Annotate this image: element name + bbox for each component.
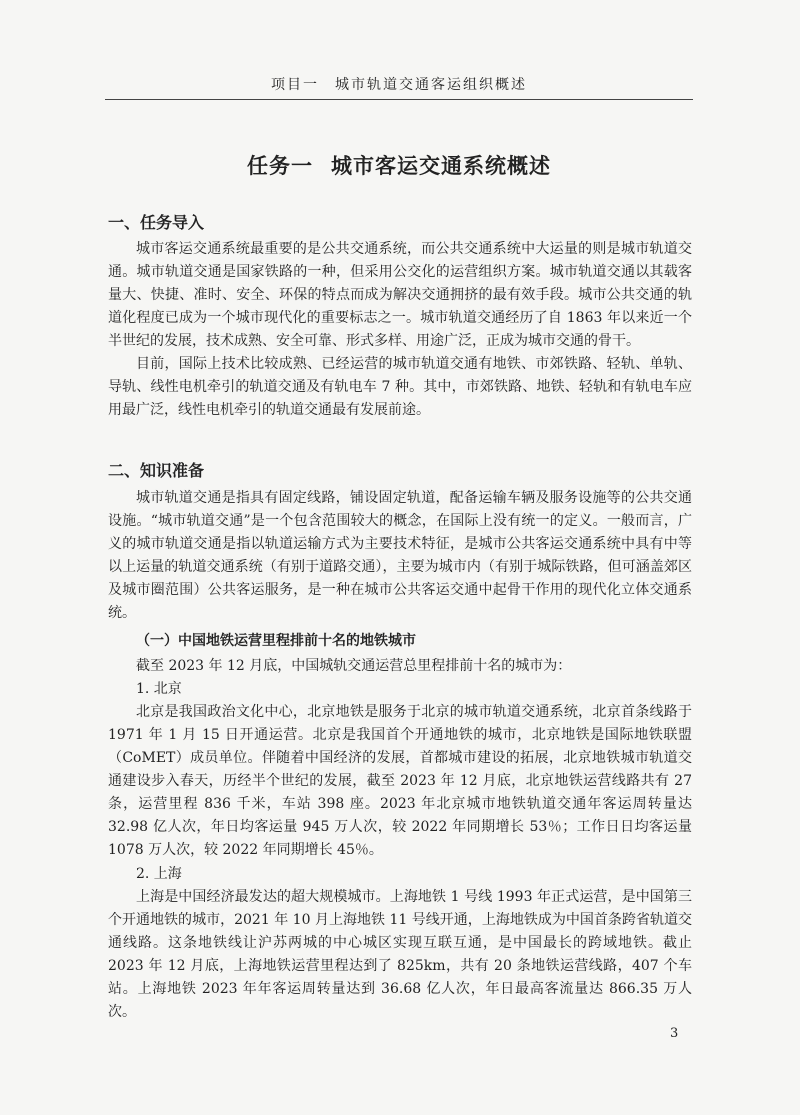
header-rule [105, 99, 693, 100]
section-task-intro-body [108, 238, 692, 422]
intro-line: 截至 2023 年 12 月底，中国城轨交通运营总里程排前十名的城市为： [136, 658, 572, 674]
paragraph: 上海是中国经济最发达的超大规模城市。上海地铁 1 号线 1993 年正式运营，是中国第三个开通地铁的城市，2021 年 10 月上海地铁 11 号线开通，上海地铁成为中国首条跨省轨道交通线路。这条地铁线让沪苏两城的中心城区实现互联互通，是中国最长的跨域地铁。截止 2023 年 12 月底，上海地铁运营里程达到了 825km，共有 20 条地铁运营线路，407 个车站。上海地铁 2023 年年客运周转量达到 36.68 亿人次，年日最高客流量达 866.35 万人次。 [108, 889, 692, 1020]
paragraph: 城市客运交通系统最重要的是公共交通系统，而公共交通系统中大运量的则是城市轨道交通。城市轨道交通是国家铁路的一种，但采用公交化的运营组织方案。城市轨道交通以其载客量大、快捷、准时、安全、环保的特点而成为解决交通拥挤的最有效手段。城市公共交通的轨道化程度已成为一个城市现代化的重要标志之一。城市轨道交通经历了自 1863 年以来近一个半世纪的发展，技术成熟、安全可靠、形式多样、用途广泛，正成为城市交通的骨干。 [108, 241, 692, 349]
shanghai-heading: 2. 上海 [136, 866, 182, 882]
page-number: 3 [670, 1026, 679, 1041]
beijing-body [108, 701, 692, 862]
beijing-heading: 1. 北京 [136, 681, 182, 697]
shanghai-body [108, 886, 692, 1024]
section-knowledge-body [108, 487, 692, 625]
section-heading-task-intro: 一、任务导入 [108, 213, 205, 232]
subsection-heading-top-ten: （一）中国地铁运营里程排前十名的地铁城市 [136, 633, 416, 649]
task-label: 任务一 [247, 154, 313, 178]
running-header: 项目一 城市轨道交通客运组织概述 [271, 77, 527, 93]
page-title [105, 150, 693, 180]
section-heading-knowledge: 二、知识准备 [108, 461, 205, 480]
paragraph: 目前，国际上技术比较成熟、已经运营的城市轨道交通有地铁、市郊铁路、轻轨、单轨、导轨、线性电机牵引的轨道交通及有轨电车 7 种。其中，市郊铁路、地铁、轻轨和有轨电车应用最广泛，线性电机牵引的轨道交通最有发展前途。 [108, 356, 692, 418]
task-title: 城市客运交通系统概述 [331, 154, 551, 178]
paragraph: 城市轨道交通是指具有固定线路，铺设固定轨道，配备运输车辆及服务设施等的公共交通设施。“城市轨道交通”是一个包含范围较大的概念，在国际上没有统一的定义。一般而言，广义的城市轨道交通是指以轨道运输方式为主要技术特征，是城市公共客运交通系统中具有中等以上运量的轨道交通系统（有别于道路交通），主要为城市内（有别于城际铁路，但可涵盖郊区及城市圈范围）公共客运服务，是一种在城市公共客运交通中起骨干作用的现代化立体交通系统。 [108, 490, 692, 621]
paragraph: 北京是我国政治文化中心，北京地铁是服务于北京的城市轨道交通系统，北京首条线路于 1971 年 1 月 15 日开通运营。北京是我国首个开通地铁的城市，北京地铁是国际地铁联盟（CoMET）成员单位。伴随着中国经济的发展，首都城市建设的拓展，北京地铁城市轨道交通建设步入春天，历经半个世纪的发展，截至 2023 年 12 月底，北京地铁运营线路共有 27 条，运营里程 836 千米，车站 398 座。2023 年北京城市地铁轨道交通年客运周转量达 32.98 亿人次，年日均客运量 945 万人次，较 2022 年同期增长 53％；工作日日均客运量 1078 万人次，较 2022 年同期增长 45％。 [108, 704, 692, 858]
